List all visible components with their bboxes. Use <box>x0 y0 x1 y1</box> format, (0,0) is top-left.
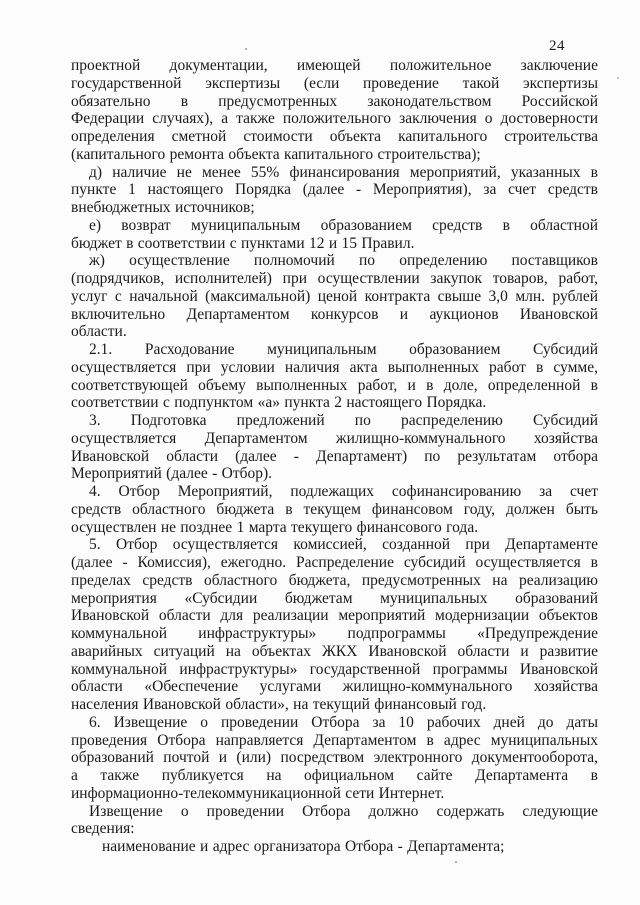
text-line: 2.1. Расходование муниципальным образованием Субсидий <box>89 341 598 358</box>
text-line: а также публикуется на официальном сайте Департамента в <box>71 767 598 784</box>
text-line: проектной документации, имеющей положительное заключение <box>71 57 598 74</box>
text-line: образований почтой и (или) посредством электронного документооборота, <box>71 749 598 767</box>
text-line: Ивановской области (далее - Департамент) по результатам отбора <box>71 447 598 465</box>
text-line: государственной экспертизы (если проведение такой экспертизы <box>71 74 598 92</box>
text-line: 4. Отбор Мероприятий, подлежащих софинансированию за счет <box>89 483 598 500</box>
scan-speck <box>617 77 619 79</box>
text-line: бюджет в соответствии с пунктами 12 и 15 Правил. <box>71 234 415 252</box>
scan-speck <box>245 48 247 50</box>
text-line: области «Обеспечение услугами жилищно-коммунального хозяйства <box>71 678 598 696</box>
text-line: коммунальной инфраструктуры» государственной программы Ивановской <box>71 660 598 678</box>
text-line: мероприятия «Субсидии бюджетам муниципальных образований <box>71 589 598 607</box>
text-line: услуг с начальной (максимальной) ценой контракта свыше 3,0 млн. рублей <box>71 287 598 305</box>
text-line: пункте 1 настоящего Порядка (далее - Мероприятия), за счет средств <box>71 181 598 199</box>
text-line: пределах средств областного бюджета, предусмотренных на реализацию <box>71 571 598 589</box>
text-block <box>71 57 598 856</box>
text-line: средств областного бюджета в текущем финансовом году, должен быть <box>71 500 598 518</box>
text-line: включительно Департаментом конкурсов и аукционов Ивановской <box>71 305 598 323</box>
text-line: Мероприятий (далее - Отбор). <box>71 465 273 483</box>
text-line: д) наличие не менее 55% финансирования мероприятий, указанных в <box>89 163 598 181</box>
text-line: аварийных ситуаций на объектах ЖКХ Ивановской области и развитие <box>71 642 598 660</box>
text-line: проведения Отбора направляется Департаментом в адрес муниципальных <box>71 731 598 749</box>
text-line: осуществляется Департаментом жилищно-коммунального хозяйства <box>71 429 598 447</box>
text-line: е) возврат муниципальным образованием средств в областной <box>89 216 598 234</box>
text-line: определения сметной стоимости объекта капитального строительства <box>71 128 598 145</box>
text-line: области. <box>71 323 127 341</box>
text-line: Федерации случаях), а также положительного заключения о достоверности <box>71 110 598 128</box>
text-line: 3. Подготовка предложений по распределению Субсидий <box>89 412 598 429</box>
page-number: 24 <box>549 38 565 54</box>
text-line: сведения: <box>71 820 135 838</box>
text-line: осуществляется при условии наличия акта выполненных работ в сумме, <box>71 358 598 376</box>
text-line: (капитального ремонта объекта капитального строительства); <box>71 145 481 163</box>
text-line: внебюджетных источников; <box>71 199 255 216</box>
text-line: Ивановской области для реализации мероприятий модернизации объектов <box>71 607 598 625</box>
text-line: наименование и адрес организатора Отбора - Департамента; <box>102 838 505 855</box>
scan-speck <box>455 861 457 863</box>
text-line: ж) осуществление полномочий по определению поставщиков <box>89 252 598 270</box>
text-line: обязательно в предусмотренных законодательством Российской <box>71 92 598 110</box>
text-line: (подрядчиков, исполнителей) при осуществлении закупок товаров, работ, <box>71 270 598 287</box>
text-line: осуществлен не позднее 1 марта текущего финансового года. <box>71 518 479 536</box>
text-line: соответствующей объему выполненных работ, и в доле, определенной в <box>71 376 598 394</box>
text-line: 5. Отбор осуществляется комиссией, созданной при Департаменте <box>89 536 598 554</box>
text-line: (далее - Комиссия), ежегодно. Распределение субсидий осуществляется в <box>71 554 598 571</box>
text-line: Извещение о проведении Отбора должно содержать следующие <box>89 802 598 820</box>
text-line: информационно-телекоммуникационной сети Интернет. <box>71 784 445 802</box>
text-line: соответствии с подпунктом «а» пункта 2 настоящего Порядка. <box>71 394 487 412</box>
text-line: населения Ивановской области», на текущий финансовый год. <box>71 696 487 713</box>
text-line: 6. Извещение о проведении Отбора за 10 рабочих дней до даты <box>89 713 598 731</box>
text-line: коммунальной инфраструктуры» подпрограммы «Предупреждение <box>71 625 598 642</box>
